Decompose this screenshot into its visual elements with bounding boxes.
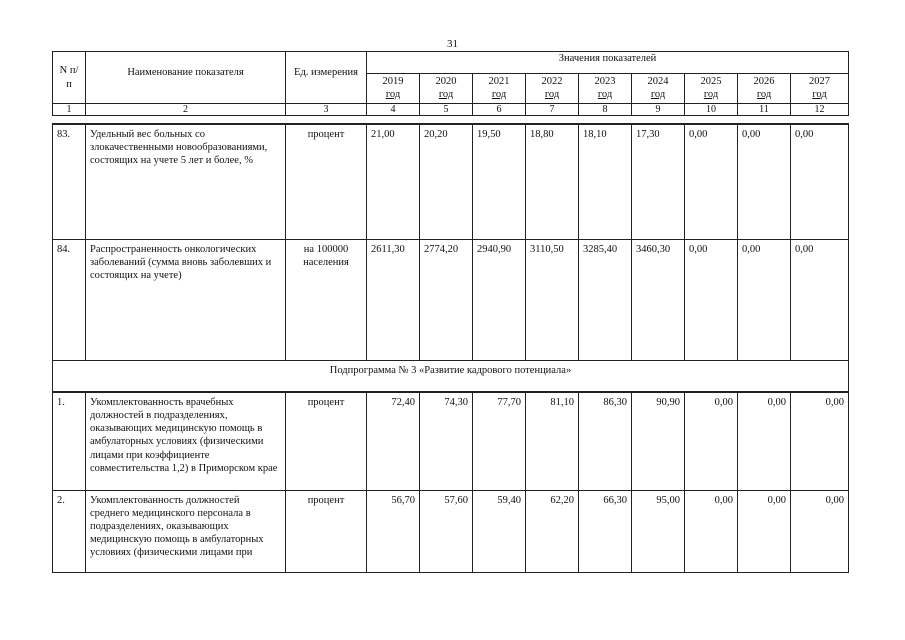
- page-number: 31: [447, 38, 458, 50]
- value-cell: 0,00: [685, 490, 738, 572]
- subprogram-row: [53, 360, 849, 392]
- value-cell: 0,00: [685, 239, 738, 360]
- unit: процент: [286, 490, 367, 572]
- unit: на 100000 населения: [286, 239, 367, 360]
- header-values-group: Значения показателей: [367, 52, 849, 74]
- value-cell: 72,40: [367, 392, 420, 490]
- table-row: [53, 392, 849, 490]
- column-number: 3: [286, 104, 367, 116]
- column-number: 11: [738, 104, 791, 116]
- indicator-name: Удельный вес больных со злокачественными новообразованиями, состоящих на учете 5 лет и более, %: [86, 124, 286, 239]
- header-year: 2024 год: [632, 74, 685, 104]
- header-year: 2020 год: [420, 74, 473, 104]
- header-unit: Ед. измерения: [286, 52, 367, 104]
- value-cell: 0,00: [791, 239, 849, 360]
- column-number: 9: [632, 104, 685, 116]
- value-cell: 18,10: [579, 124, 632, 239]
- indicator-name: Укомплектованность врачебных должностей в подразделениях, оказывающих медицинскую помощь в амбулаторных условиях (физическими лицами при коэффициенте совместительства 1,2) в Приморском крае: [86, 392, 286, 490]
- value-cell: 90,90: [632, 392, 685, 490]
- table-row: [53, 239, 849, 360]
- header-year: 2022 год: [526, 74, 579, 104]
- value-cell: 59,40: [473, 490, 526, 572]
- value-cell: 62,20: [526, 490, 579, 572]
- column-number: 5: [420, 104, 473, 116]
- value-cell: 17,30: [632, 124, 685, 239]
- value-cell: 0,00: [685, 124, 738, 239]
- header-year: 2027 год: [791, 74, 849, 104]
- column-number: 1: [53, 104, 86, 116]
- value-cell: 20,20: [420, 124, 473, 239]
- value-cell: 18,80: [526, 124, 579, 239]
- value-cell: 0,00: [738, 392, 791, 490]
- row-number: 2.: [53, 490, 86, 572]
- indicator-name: Распространенность онкологических заболеваний (сумма вновь заболевших и состоящих на учете): [86, 239, 286, 360]
- value-cell: 0,00: [738, 239, 791, 360]
- value-cell: 0,00: [738, 124, 791, 239]
- row-number: 83.: [53, 124, 86, 239]
- column-number: 10: [685, 104, 738, 116]
- value-cell: 0,00: [791, 124, 849, 239]
- row-number: 1.: [53, 392, 86, 490]
- header-year: 2023 год: [579, 74, 632, 104]
- value-cell: 66,30: [579, 490, 632, 572]
- value-cell: 74,30: [420, 392, 473, 490]
- table-body: [52, 123, 849, 573]
- value-cell: 0,00: [791, 392, 849, 490]
- table-header: [52, 51, 849, 116]
- value-cell: 86,30: [579, 392, 632, 490]
- value-cell: 2940,90: [473, 239, 526, 360]
- table-row: [53, 124, 849, 239]
- value-cell: 2611,30: [367, 239, 420, 360]
- value-cell: 3285,40: [579, 239, 632, 360]
- indicator-name: Укомплектованность должностей среднего медицинского персонала в подразделениях, оказывающих медицинскую помощь в амбулаторных условиях (физическими лицами при: [86, 490, 286, 572]
- column-number: 2: [86, 104, 286, 116]
- value-cell: 19,50: [473, 124, 526, 239]
- header-name: Наименование показателя: [86, 52, 286, 104]
- value-cell: 0,00: [791, 490, 849, 572]
- column-number: 12: [791, 104, 849, 116]
- value-cell: 2774,20: [420, 239, 473, 360]
- header-year: 2025 год: [685, 74, 738, 104]
- column-number: 6: [473, 104, 526, 116]
- value-cell: 57,60: [420, 490, 473, 572]
- value-cell: 95,00: [632, 490, 685, 572]
- value-cell: 81,10: [526, 392, 579, 490]
- value-cell: 21,00: [367, 124, 420, 239]
- value-cell: 0,00: [738, 490, 791, 572]
- header-year: 2021 год: [473, 74, 526, 104]
- value-cell: 56,70: [367, 490, 420, 572]
- header-num: N п/п: [53, 52, 86, 104]
- unit: процент: [286, 392, 367, 490]
- column-number: 7: [526, 104, 579, 116]
- header-year: 2026 год: [738, 74, 791, 104]
- table-row: [53, 490, 849, 572]
- value-cell: 77,70: [473, 392, 526, 490]
- row-number: 84.: [53, 239, 86, 360]
- subprogram-title: Подпрограмма № 3 «Развитие кадрового потенциала»: [53, 360, 849, 392]
- column-number: 8: [579, 104, 632, 116]
- column-number: 4: [367, 104, 420, 116]
- value-cell: 3110,50: [526, 239, 579, 360]
- header-year: 2019 год: [367, 74, 420, 104]
- unit: процент: [286, 124, 367, 239]
- value-cell: 0,00: [685, 392, 738, 490]
- value-cell: 3460,30: [632, 239, 685, 360]
